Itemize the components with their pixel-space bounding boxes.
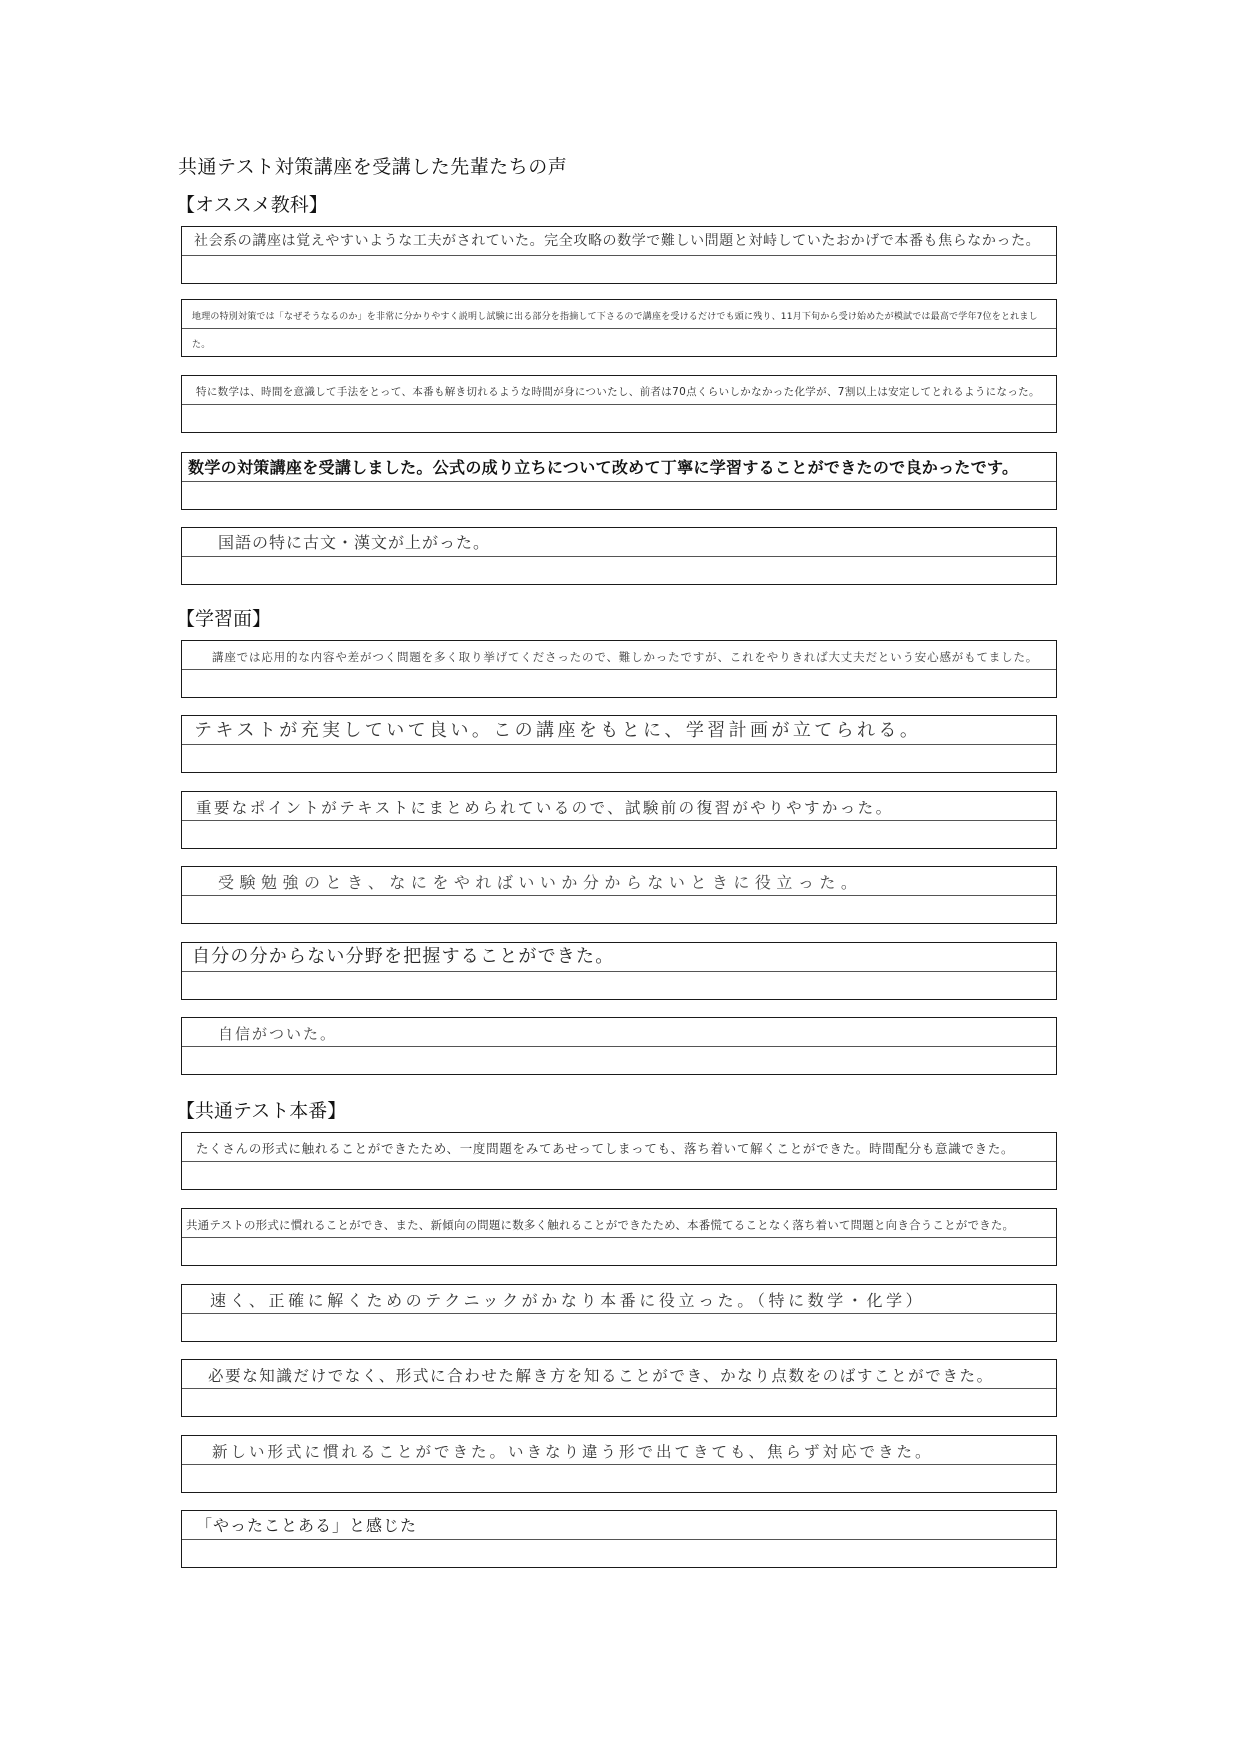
comment-box [181, 452, 1057, 510]
handwritten-comment: 数学の対策講座を受講しました。公式の成り立ちについて改めて丁寧に学習することができたので良かったです。 [188, 458, 1019, 477]
comment-box [181, 226, 1057, 284]
comment-box [181, 1017, 1057, 1075]
comment-box [181, 1359, 1057, 1417]
handwritten-comment: 必要な知識だけでなく、形式に合わせた解き方を知ることができ、かなり点数をのばすことができた。 [208, 1367, 994, 1385]
handwritten-comment: 地理の特別対策では「なぜそうなるのか」を非常に分かりやすく説明し試験に出る部分を指摘して下さるので講座を受けるだけでも頭に残り、11月下旬から受け始めたが模試では最高で学年7位をとれました。 [192, 312, 1038, 350]
comment-box [181, 791, 1057, 849]
comment-box [181, 1208, 1057, 1266]
comment-box [181, 299, 1057, 357]
handwritten-comment: 重要なポイントがテキストにまとめられているので、試験前の復習がやりやすかった。 [196, 799, 894, 817]
handwritten-comment: 自分の分からない分野を把握することができた。 [192, 946, 615, 967]
section-heading-recommended-subjects: 【オススメ教科】 [176, 194, 328, 216]
comment-box [181, 1284, 1057, 1342]
handwritten-comment: 講座では応用的な内容や差がつく問題を多く取り挙げてくださったので、難しかったですが、これをやりきれば大丈夫だという安心感がもてました。 [212, 650, 1039, 664]
comment-box [181, 1510, 1057, 1568]
handwritten-comment: 社会系の講座は覚えやすいような工夫がされていた。完全攻略の数学で難しい問題と対峙していたおかげで本番も焦らなかった。 [194, 233, 1041, 249]
comment-box [181, 527, 1057, 585]
section-heading-actual-exam: 【共通テスト本番】 [176, 1100, 347, 1122]
comment-box [181, 640, 1057, 698]
ruled-line [182, 971, 1056, 972]
handwritten-comment: 「やったことある」と感じた [196, 1516, 418, 1535]
comment-box [181, 942, 1057, 1000]
section-heading-study-aspect: 【学習面】 [176, 608, 272, 630]
handwritten-comment: テキストが充実していて良い。この講座をもとに、学習計画が立てられる。 [194, 720, 922, 741]
comment-box [181, 715, 1057, 773]
handwritten-comment: 新しい形式に慣れることができた。いきなり違う形で出てきても、焦らず対応できた。 [212, 1443, 934, 1461]
comment-box [181, 1132, 1057, 1190]
comment-box [181, 1435, 1057, 1493]
handwritten-comment: 特に数学は、時間を意識して手法をとって、本番も解き切れるような時間が身についたし、前者は70点くらいしかなかった化学が、7割以上は安定してとれるようになった。 [196, 386, 1040, 398]
handwritten-comment: 自信がついた。 [218, 1025, 338, 1043]
handwritten-comment: 受験勉強のとき、なにをやればいいか分からないときに役立った。 [218, 873, 863, 892]
handwritten-comment: たくさんの形式に触れることができたため、一度問題をみてあせってしまっても、落ち着いて解くことができた。時間配分も意識できた。 [196, 1141, 1015, 1156]
comment-box [181, 866, 1057, 924]
comment-box [181, 375, 1057, 433]
handwritten-comment: 共通テストの形式に慣れることができ、また、新傾向の問題に数多く触れることができたため、本番慌てることなく落ち着いて問題と向き合うことができた。 [186, 1218, 1015, 1232]
handwritten-comment: 速く、正確に解くためのテクニックがかなり本番に役立った。（特に数学・化学） [210, 1291, 926, 1310]
handwritten-comment: 国語の特に古文・漢文が上がった。 [218, 533, 491, 552]
page-title: 共通テスト対策講座を受講した先輩たちの声 [178, 156, 568, 178]
